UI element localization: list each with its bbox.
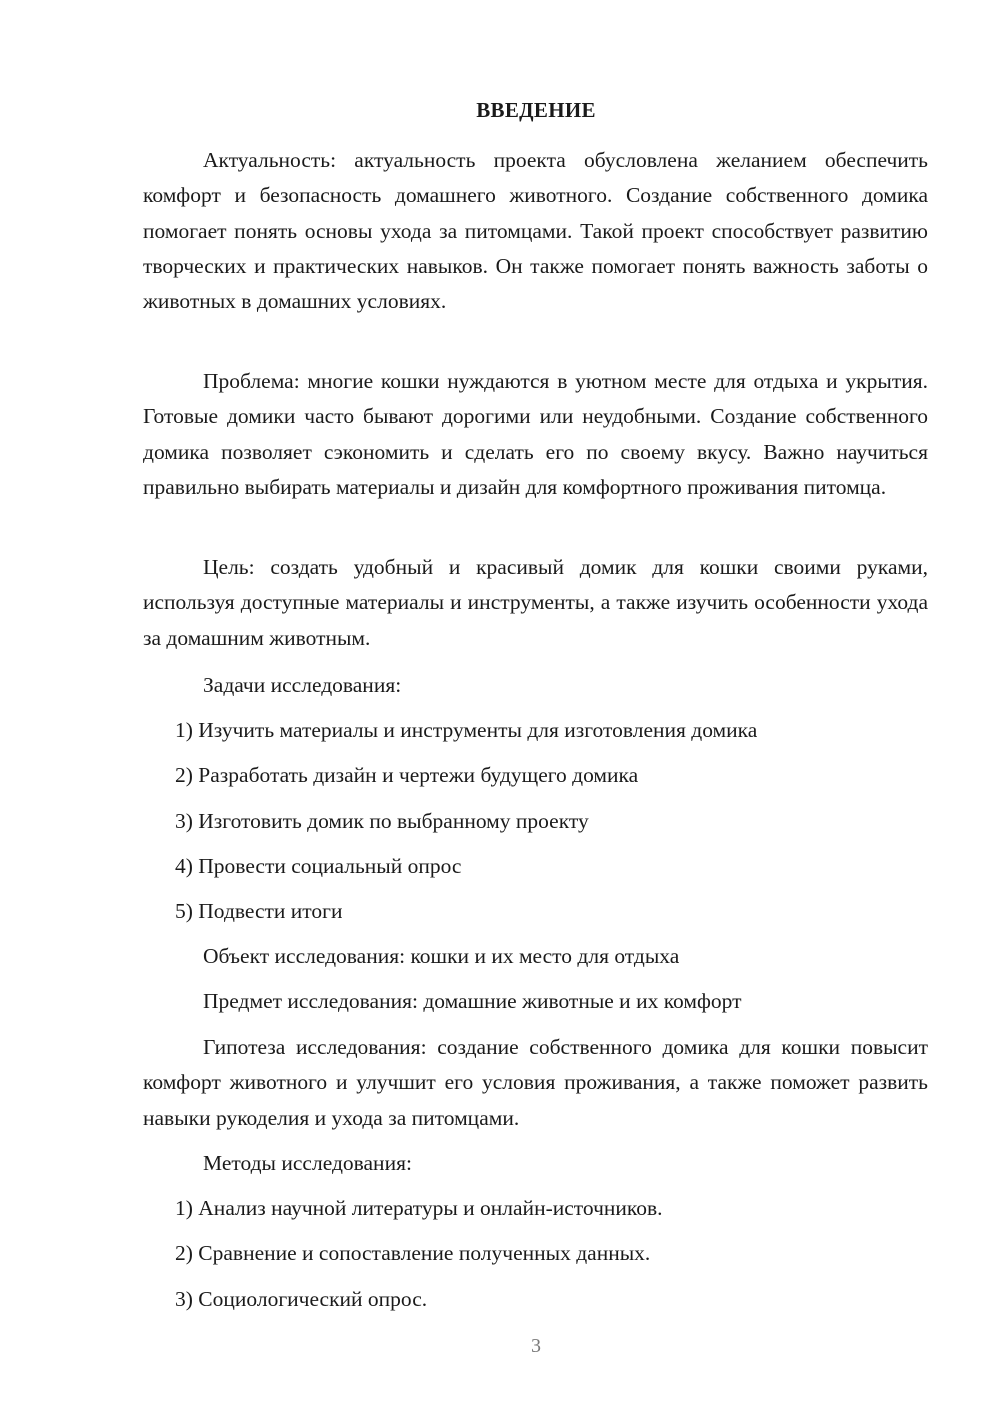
method-item: 1) Анализ научной литературы и онлайн-источников. [175, 1196, 663, 1220]
tasks-label: Задачи исследования: [203, 673, 402, 697]
subject-line: Предмет исследования: домашние животные и их комфорт [203, 989, 742, 1013]
task-item: 3) Изготовить домик по выбранному проекту [175, 809, 589, 833]
task-item: 1) Изучить материалы и инструменты для изготовления домика [175, 718, 758, 742]
method-item: 2) Сравнение и сопоставление полученных данных. [175, 1241, 651, 1265]
methods-label: Методы исследования: [203, 1151, 412, 1175]
page-title: ВВЕДЕНИЕ [476, 98, 596, 122]
paragraph-problem: Проблема: многие кошки нуждаются в уютном месте для отдыха и укрытия. Готовые домики часто бывают дорогими или неудобными. Создание собственного домика позволяет сэкономить и сделать его по своему вкусу. Важно научиться правильно выбирать материалы и дизайн для комфортного проживания питомца. [143, 369, 928, 499]
paragraph-goal: Цель: создать удобный и красивый домик для кошки своими руками, используя доступные материалы и инструменты, а также изучить особенности ухода за домашним животным. [143, 555, 928, 650]
paragraph-relevance: Актуальность: актуальность проекта обусловлена желанием обеспечить комфорт и безопасность домашнего животного. Создание собственного домика помогает понять основы ухода за питомцами. Такой проект способствует развитию творческих и практических навыков. Он также помогает понять важность заботы о животных в домашних условиях. [143, 148, 928, 314]
task-item: 4) Провести социальный опрос [175, 854, 462, 878]
task-item: 5) Подвести итоги [175, 899, 343, 923]
method-item: 3) Социологический опрос. [175, 1287, 428, 1311]
task-item: 2) Разработать дизайн и чертежи будущего домика [175, 763, 639, 787]
object-line: Объект исследования: кошки и их место для отдыха [203, 944, 680, 968]
page-number: 3 [531, 1335, 541, 1357]
paragraph-hypothesis: Гипотеза исследования: создание собственного домика для кошки повысит комфорт животного и улучшит его условия проживания, а также поможет развить навыки рукоделия и ухода за питомцами. [143, 1035, 928, 1130]
